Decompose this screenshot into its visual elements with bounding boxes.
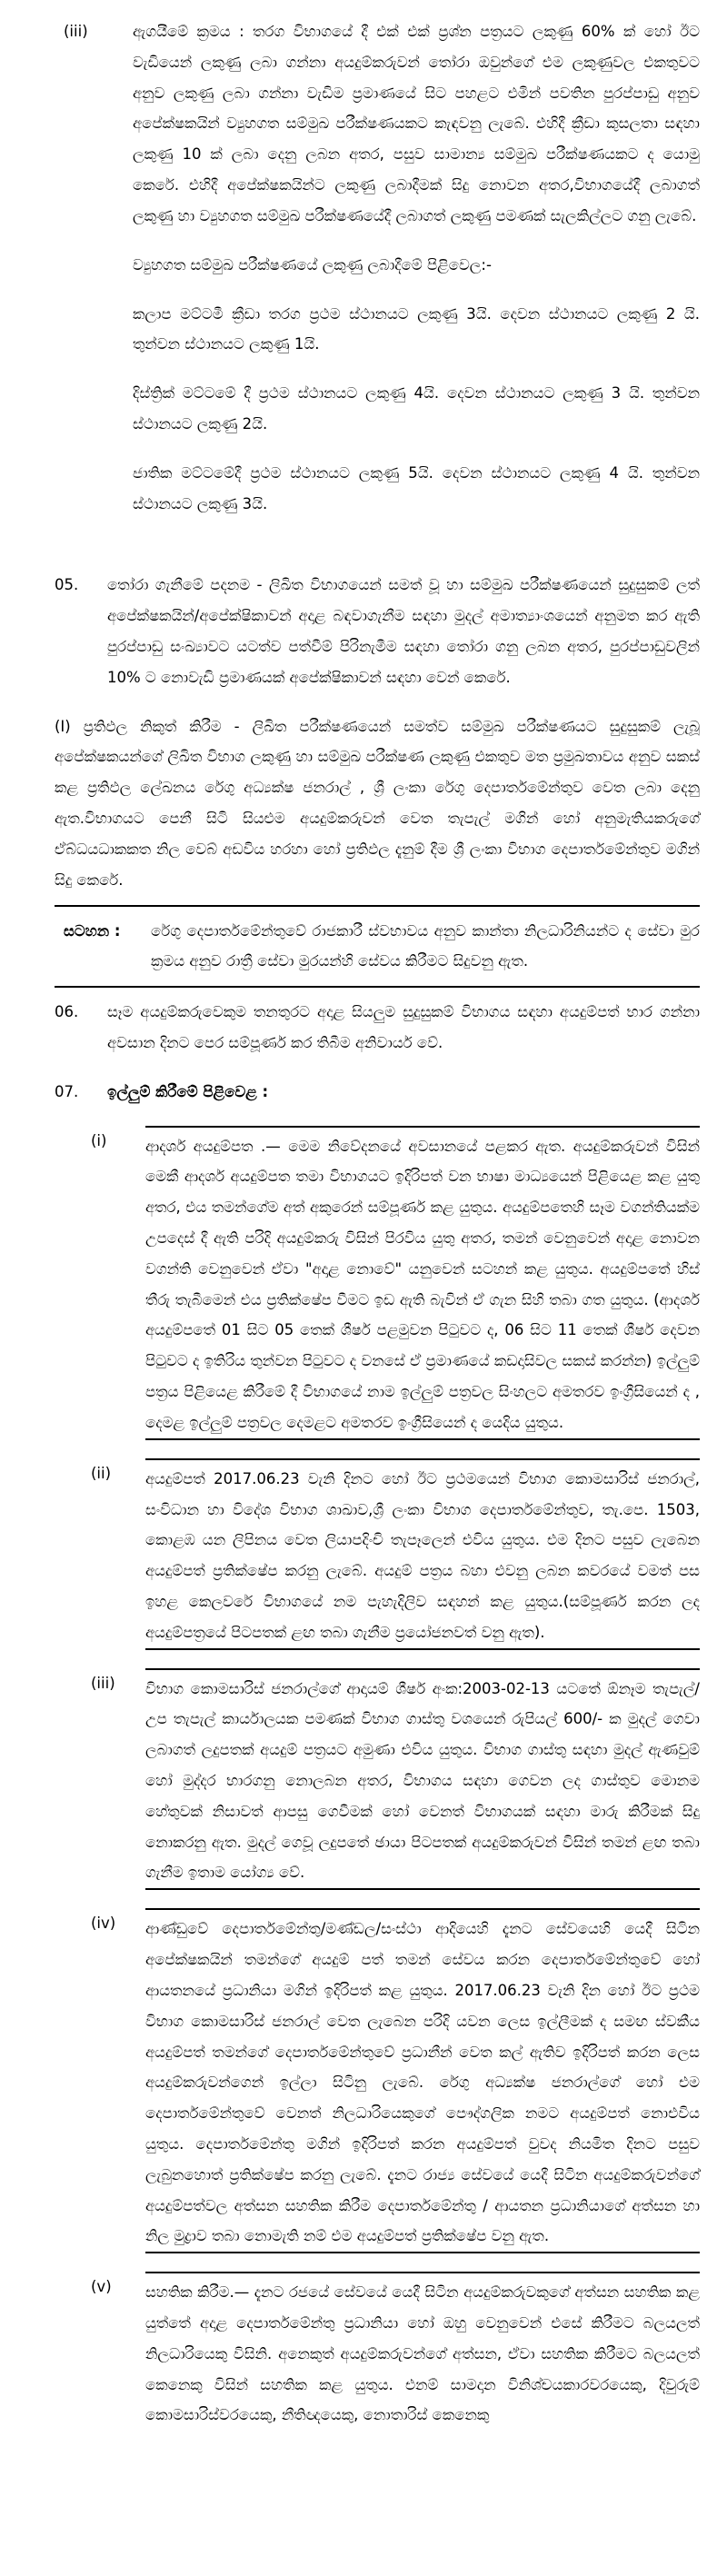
section-06 xyxy=(27,997,700,1059)
section-07-v-label: (v) xyxy=(91,2278,112,2296)
section-07-heading: ඉල්ලුම් කිරීමේ පිළිවෙළ : xyxy=(107,1082,269,1100)
section-iii xyxy=(64,16,700,519)
section-07-iii xyxy=(91,1668,700,1891)
section-07-v xyxy=(91,2272,700,2431)
note-block xyxy=(64,916,700,978)
section-07-i-label: (i) xyxy=(91,1131,107,1149)
section-07-iv-label: (iv) xyxy=(91,1915,116,1933)
section-07-i-text: ආදර්ශ අයදුම්පත .— මෙම නිවේදනයේ අවසානයේ පළකර ඇත. අයදුම්කරුවන් විසින් මෙකී ආදර්ශ අයදුම්පත තමා විභාගයට ඉදිරිපත් වන භාෂා මාධ්‍යයෙන් පිළියෙළ කළ යුතු අතර, එය තමන්ගේම අත් අකුරෙන් සම්පූර්ණ කළ යුතුය. අයදුම්පතෙහි සෑම වගන්තියක්ම උපදෙස් දී ඇති පරිදි අයදුම්කරු විසින් පිරවිය යුතු අතර, තමන් වෙනුවෙන් අදාළ නොවන වගන්ති වෙනුවෙන් ඒවා "අදාළ නොවේ" යනුවෙන් සටහන් කළ යුතුය. අයදුම්පතේ හිස් තීරු තැබීමෙන් එය ප්‍රතික්ෂේප වීමට ඉඩ ඇති බැවින් ඒ ගැන සිහි තබා ගත යුතුය. (ආදර්ශ අයදුම්පතේ 01 සිට 05 තෙක් ශීර්ෂ පළමුවන පිටුවට ද, 06 සිට 11 තෙක් ශීර්ෂ දෙවන පිටුවට ද ඉතිරිය තුන්වන පිටුවට ද වනසේ ඒ ප්‍රමාණයේ කඩදාසිවල සකස් කරන්න) ඉල්ලුම් පත්‍රය පිළියෙළ කිරීමේ දී විභාගයේ නාම ඉල්ලුම් පත්‍රවල සිංහලට අමතරව ඉංග්‍රීසියෙන් ද , දෙමළ ඉල්ලුම් පත්‍රවල දෙමළට අමතරව ඉංග්‍රීසියෙන් ද යෙදිය යුතුය. xyxy=(145,1126,700,1440)
section-06-label: 06. xyxy=(55,1003,79,1021)
section-07-v-text: සහතික කිරීම.— දැනට රජයේ සේවයේ යෙදී සිටින අයදුම්කරුවකුගේ අත්සන සහතික කළ යුත්තේ අදාළ දෙපාර්තමේන්තු ප්‍රධානියා හෝ ඔහු වෙනුවෙන් එසේ කිරීමට බලයලත් නිලධාරියෙකු විසිනි. අනෙකුත් අයදුම්කරුවන්ගේ අත්සන, ඒවා සහතික කිරීමට බලයලත් කෙනෙකු විසින් සහතික කළ යුතුය. එනම් සාමදාන විනිශ්චයකාරවරයෙකු, දිවුරුම් කොමසාරිස්වරයෙකු, නීතිඥයෙකු, නොතාරිස් කෙනෙකු xyxy=(145,2272,700,2431)
divider xyxy=(55,986,700,988)
section-07-ii-label: (ii) xyxy=(91,1464,112,1482)
results-release-text: (I) ප්‍රතිඵල නිකුත් කිරීම - ලිඛිත පරීක්ෂණයෙන් සමත්ව සම්මුඛ පරීක්ෂණයට සුදුසුකම් ලැබූ අපේක්ෂකයන්ගේ ලිඛිත විභාග ලකුණු හා සම්මුඛ පරීක්ෂණ ලකුණු එකතුව මත ප්‍රමුඛතාවය අනුව සකස් කළ ප්‍රතිඵල ලේඛනය රේගු අධ්‍යක්ෂ ජනරාල් , ශ්‍රී ලංකා රේගු දෙපාර්තමේන්තුව වෙත ලබා දෙනු ඇත.විභාගයට පෙනී සිටි සියළුම අයදුම්කරුවන් වෙත තැපැල් මගින් හෝ අනුමැතියකරුගේ ඒබ්ධයධාකකත නිල වෙබ් අඩවිය හරහා හෝ ප්‍රතිඵල දැනුම් දීම ශ්‍රී ලංකා විභාග දෙපාර්තමේන්තුව මගින් සිදු කෙරේ. xyxy=(55,717,700,889)
section-07 xyxy=(27,1077,700,1108)
national-marks-text: ජාතික මට්ටමේදී ප්‍රථම ස්ථානයට ලකුණු 5යි. දෙවන ස්ථානයට ලකුණු 4 යි. තුන්වන ස්ථානයට ලකුණු 3යි. xyxy=(133,463,700,512)
note-label: සටහන : xyxy=(64,921,121,940)
divider xyxy=(55,905,700,907)
section-07-ii-text: අයදුම්පත් 2017.06.23 වැනි දිනට හෝ ඊට ප්‍රථමයෙන් විභාග කොමසාරිස් ජනරාල්, සංවිධාන හා විදේශ විභාග ශාඛාව,ශ්‍රී ලංකා විභාග දෙපාර්තමේන්තුව, තැ.පෙ. 1503, කොළඹ යන ලිපිනය වෙත ලියාපදිංචි තැපෑලෙන් එවිය යුතුය. එම දිනට පසුව ලැබෙන අයදුම්පත් ප්‍රතික්ෂේප කරනු ලැබේ. අයදුම් පත්‍රය බහා එවනු ලබන කවරයේ වමත් පස ඉහළ කෙලවරේ විභාගයේ නම පැහැදිලිව සඳහන් කළ යුතුය.(සම්පූර්ණ කරන ලද අයදුම්පත්‍රයේ පිටපතක් ළඟ තබා ගැනීම ප්‍රයෝජනවත් වනු ඇත). xyxy=(145,1458,700,1650)
section-05-label: 05. xyxy=(55,576,79,594)
note-text: රේගු දෙපාර්තමේන්තුවේ රාජකාරී ස්වභාවය අනුව කාන්තා නිලධාරිනියන්ට ද සේවා මුර ක්‍රමය අනුව රාත්‍රී සේවා මුරයන්හි සේවය කිරීමට සිදුවනු ඇත. xyxy=(151,921,700,970)
section-07-iii-text: විභාග කොමසාරිස් ජනරාල්ගේ ආදායම් ශීර්ෂ අංක:2003-02-13 යටතේ ඕනෑම තැපැල්/ උප තැපැල් කාර්යාලයක පමණක් විභාග ගාස්තු වශයෙන් රුපියල් 600/- ක මුදල් ගෙවා ලබාගත් ලදුපතක් අයදුම් පත්‍රයට අමුණා එවිය යුතුය. විභාග ගාස්තු සඳහා මුදල් ඇණවුම් හෝ මුද්දර භාරගනු නොලබන අතර, විභාගය සඳහා ගෙවන ලද ගාස්තුව මොනම හේතුවක් නිසාවත් ආපසු ගෙවීමක් හෝ වෙනත් විභාගයක් සඳහා මාරු කිරීමක් සිදු නොකරනු ඇත. මුදල් ගෙවූ ලදුපතේ ඡායා පිටපතක් අයදුම්කරුවන් විසින් තමන් ළඟ තබා ගැනීම ඉතාම යෝග්‍ය වේ. xyxy=(145,1668,700,1891)
evaluation-method-text: ඇගයීමේ ක්‍රමය : තරග විභාගයේ දී එක් එක් ප්‍රශ්න පත්‍රයට ලකුණු 60% ක් හෝ ඊට වැඩියෙන් ලකුණු ලබා ගන්නා අයදුම්කරුවන් තෝරා ඔවුන්ගේ එම ලකුණුවල එකතුවට අනුව ලකුණු ලබා ගන්නා වැඩිම ප්‍රමාණයේ සිට පහළට එමින් පවතින පුරප්පාඩු අනුව අපේක්ෂකයින් ව්‍යුහගත සම්මුඛ පරීක්ෂණයකට කැඳවනු ලැබේ. එහිදී ක්‍රීඩා කුසලතා සඳහා ලකුණු 10 ක් ලබා දෙනු ලබන අතර, පසුව සාමාන්‍ය සම්මුඛ පරීක්ෂණයකට ද යොමු කෙරේ. එහිදී අපේක්ෂකයින්ට ලකුණු ලබාදීමක් සිදු නොවන අතර,විභාගයේදී ලබාගත් ලකුණු හා ව්‍යුහගත සම්මුඛ පරීක්ෂණයේදී ලබාගත් ලකුණු පමණක් සැලකිල්ලට ගනු ලැබේ. xyxy=(133,23,700,224)
section-iii-label: (iii) xyxy=(64,23,88,40)
section-06-text: සෑම අයදුම්කරුවෙකුම තනතුරට අදාළ සියලුම සුදුසුකම් විභාගය සඳහා අයදුම්පත් භාර ගන්නා අවසාන දිනට පෙර සම්පූර්ණ කර තිබීම අනිවාර්ය වේ. xyxy=(107,1003,700,1051)
section-05 xyxy=(27,570,700,692)
section-07-iii-label: (iii) xyxy=(91,1674,115,1692)
zonal-marks-text: කලාප මට්ටමී ක්‍රීඩා තරග ප්‍රථම ස්ථානයට ලකුණු 3යි. දෙවන ස්ථානයට ලකුණු 2 යි. තුන්වන ස්ථානයට ලකුණු 1යි. xyxy=(133,304,700,353)
section-07-label: 07. xyxy=(55,1082,79,1100)
district-marks-text: දිස්ත්‍රික් මට්ටමේ දී ප්‍රථම ස්ථානයට ලකුණු 4යි. දෙවන ස්ථානයට ලකුණු 3 යි. තුන්වන ස්ථානයට ලකුණු 2යි. xyxy=(133,384,700,433)
section-07-ii xyxy=(91,1458,700,1650)
section-07-iv xyxy=(91,1908,700,2253)
section-07-iv-text: ආණ්ඩුවේ දෙපාර්තමේන්තු/මණ්ඩල/සංස්ථා ආදියෙහි දැනට සේවයෙහි යෙදී සිටින අපේක්ෂකයින් තමන්ගේ අයදුම් පත් තමන් සේවය කරන දෙපාර්තමේන්තුවේ හෝ ආයතනයේ ප්‍රධානියා මගින් ඉදිරිපත් කළ යුතුය. 2017.06.23 වැනි දින හෝ ඊට ප්‍රථම විභාග කොමසාරිස් ජනරාල් වෙත ලැබෙන පරිදි යවන ලෙස ඉල්ලීමක් ද සමඟ ස්වකීය අයදුම්පත් තමන්ගේ දෙපාර්තමේන්තුවේ ප්‍රධානීන් වෙත කල් ඇතිව ඉදිරිපත් කරන ලෙස අයදුම්කරුවන්ගෙන් ඉල්ලා සිටිනු ලැබේ. රේගු අධ්‍යක්ෂ ජනරාල්ගේ හෝ එම දෙපාර්තමේන්තුවේ වෙනත් නිලධාරියෙකුගේ පෞද්ගලික නමට අයදුම්පත් නොඑවිය යුතුය. දෙපාර්තමේන්තු මගින් ඉදිරිපත් කරන අයදුම්පත් වුවද නියමිත දිනට පසුව ලැබුනහොත් ප්‍රතික්ෂේප කරනු ලැබේ. දැනට රාජ්‍ය සේවයේ යෙදී සිටින අයදුම්කරුවන්ගේ අයදුම්පත්වල අත්සන සහතික කිරීම දෙපාර්තමේන්තු / ආයතන ප්‍රධානියාගේ අත්සන හා නිල මුද්‍රාව තබා නොමැති නම් එම අයදුම්පත් ප්‍රතික්ෂේප වනු ඇත. xyxy=(145,1908,700,2253)
structured-interview-heading: ව්‍යුහගත සම්මුඛ පරීක්ෂණයේ ලකුණු ලබාදීමේ පිළිවෙල:- xyxy=(133,255,492,274)
section-07-i xyxy=(91,1126,700,1440)
section-05-text: තෝරා ගැනීමේ පදනම - ලිඛිත විභාගයෙන් සමත් වූ හා සම්මුඛ පරීක්ෂණයෙන් සුදුසුකම් ලත් අපේක්ෂකයින්/අපේක්ෂිකාවන් අදාළ බඳවාගැනීම සඳහා මුදල් අමාත්‍යාංශයෙන් අනුමත කර ඇති පුරප්පාඩු සංඛ්‍යාවට යටත්ව පත්වීම් පිරිනැමීම සඳහා තෝරා ගනු ලබන අතර, පුරප්පාඩුවලින් 10% ට නොවැඩි ප්‍රමාණයක් අපේක්ෂිකාවන් සඳහා වෙන් කෙරේ. xyxy=(107,576,700,686)
